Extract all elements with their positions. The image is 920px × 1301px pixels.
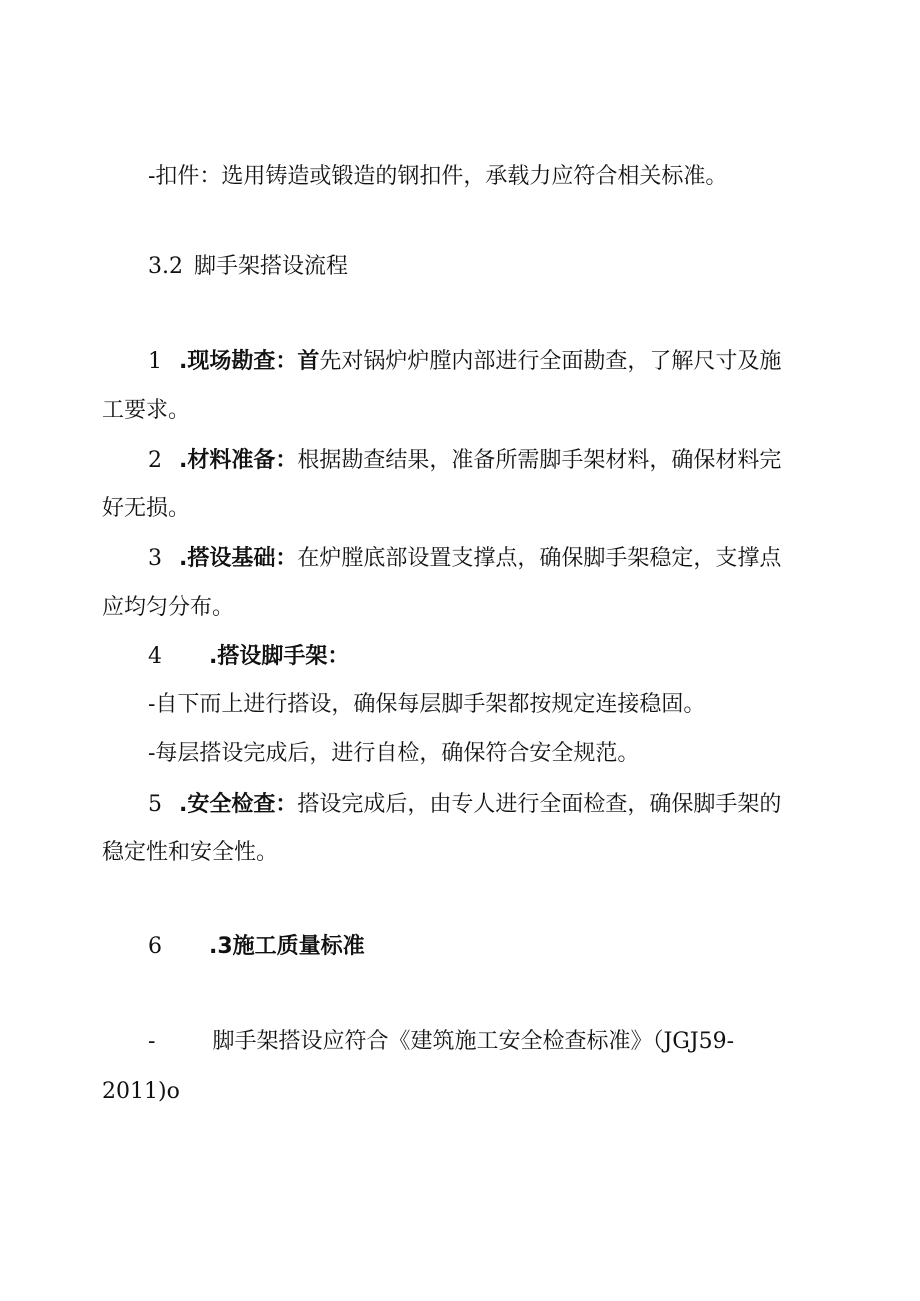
quality-text: 脚手架搭设应符合《建筑施工安全检查标准》（JGJ59- bbox=[212, 1029, 735, 1054]
step-4-item-a: -自下而上进行搭设，确保每层脚手架都按规定连接稳固。 bbox=[148, 692, 706, 717]
step-label: .安全检查： bbox=[179, 792, 298, 817]
step-text: 根据勘查结果，准备所需脚手架材料，确保材料完 bbox=[297, 448, 782, 473]
step-1 bbox=[148, 347, 781, 377]
section-number: 6 bbox=[148, 934, 162, 959]
step-label: .现场勘查：首 bbox=[179, 349, 320, 374]
step-number: 1 bbox=[148, 349, 162, 374]
section-number: 3.2 bbox=[148, 254, 183, 279]
step-5-continued: 稳定性和安全性。 bbox=[102, 840, 279, 865]
quality-item-continued: 2011)o bbox=[102, 1079, 180, 1104]
step-text: 在炉膛底部设置支撑点，确保脚手架稳定，支撑点 bbox=[297, 546, 782, 571]
step-label: .搭设脚手架： bbox=[209, 644, 350, 669]
step-4-item-b: -每层搭设完成后，进行自检，确保符合安全规范。 bbox=[148, 741, 640, 766]
section-title: 脚手架搭设流程 bbox=[194, 254, 349, 279]
step-3-continued: 应均匀分布。 bbox=[102, 595, 235, 620]
step-label: .材料准备： bbox=[179, 448, 298, 473]
step-text: 先对锅炉炉膛内部进行全面勘查，了解尺寸及施 bbox=[319, 349, 782, 374]
text-line-clamp: -扣件：选用铸造或锻造的钢扣件，承载力应符合相关标准。 bbox=[148, 164, 728, 189]
section-heading-6-3 bbox=[148, 932, 365, 962]
step-4 bbox=[148, 642, 349, 672]
step-label: .搭设基础： bbox=[179, 546, 298, 571]
step-2-continued: 好无损。 bbox=[102, 496, 191, 521]
list-dash: - bbox=[148, 1029, 156, 1054]
step-number: 2 bbox=[148, 448, 162, 473]
step-number: 5 bbox=[148, 792, 162, 817]
step-3 bbox=[148, 544, 781, 574]
step-number: 4 bbox=[148, 644, 162, 669]
step-5 bbox=[148, 790, 781, 820]
quality-item bbox=[148, 1027, 734, 1057]
step-1-continued: 工要求。 bbox=[102, 398, 191, 423]
step-number: 3 bbox=[148, 546, 162, 571]
section-heading-3-2 bbox=[148, 252, 348, 282]
section-title: .3施工质量标准 bbox=[209, 934, 365, 959]
step-text: 搭设完成后，由专人进行全面检查，确保脚手架的 bbox=[297, 792, 782, 817]
step-2 bbox=[148, 446, 781, 476]
